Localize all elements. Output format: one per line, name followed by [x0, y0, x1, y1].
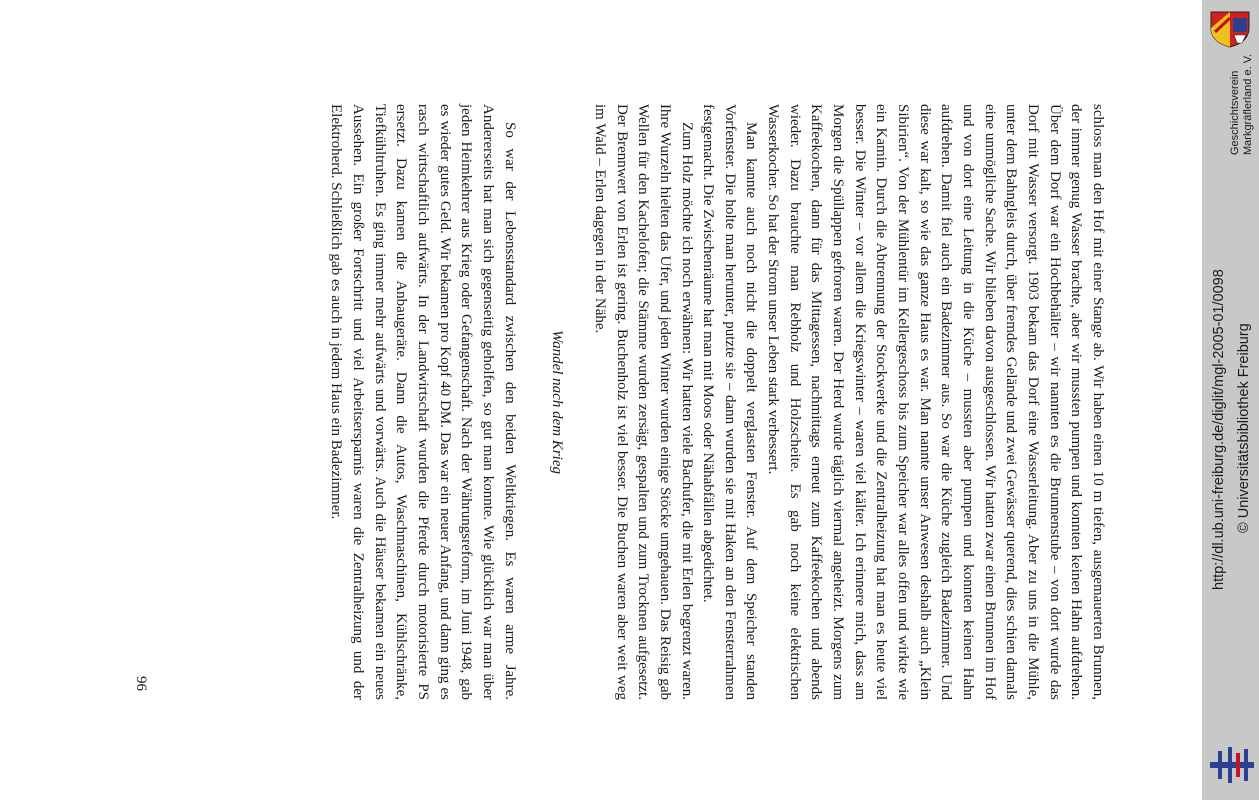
- page-number: 96: [133, 676, 149, 691]
- society-name-line2: Markgräflerland e. V.: [1242, 53, 1254, 155]
- paragraph-windows: Man kannte auch noch nicht die doppelt verglasten Fenster. Auf dem Speicher standen Vorfenster. Die holte man herunter, putzte sie – dann wurden sie mit Haken an den Fensterrahmen festgemacht. Die Zwischenräume hat man mit Moos oder Nähabfällen abgedichtet.: [700, 104, 760, 700]
- ub-freiburg-logo-icon: [1210, 745, 1254, 785]
- society-name-line1: Geschichtsverein: [1229, 70, 1241, 155]
- text-block: [325, 104, 1108, 700]
- section-heading: Wandel nach dem Krieg: [549, 329, 566, 474]
- markgraeflerland-crest-icon: [1207, 8, 1253, 48]
- paragraph-water: schloss man den Hof mit einer Stange ab. Wir haben einen 10 m tiefen, ausgemauerten Brunnen, der immer genug Wasser brachte, aber wir mussten pumpen und konnten keinen Hahn aufdrehen. Über dem Dorf war ein Hochbehälter – wir nannten es die Brunnenstube – von dort wurde das Dorf mit Wasser versorgt. 1903 bekam das Dorf eine Wasserleitung. Aber zu uns in die Mühle, unter dem Bahngleis durch, über fremdes Gelände und zwei Gewässer querend, dies schien damals eine unmögliche Sache. Wir blieben davon ausgeschlossen. Wir hatten zwar einen Brunnen im Hof und von dort eine Leitung in die Küche – mussten aber pumpen und konnten keinen Hahn aufdrehen. Damit fiel auch ein Badezimmer aus. So war die Küche zugleich Badezimmer. Und diese war kalt, so wie das ganze Haus es war. Man nannte unser Anwesen deshalb auch „Klein Sibirien“. Von der Mühlentür im Kellergeschoss bis zum Speicher war alles offen und wirkte wie ein Kamin. Durch die Abtrennung der Stockwerke und die Zentralheizung hat man es heute viel besser. Die Winter – vor allem die Kriegswinter – waren viel kälter. Ich erinnere mich, dass am Morgen die Spüllappen gefroren waren. Der Herd wurde täglich viermal angeheizt. Morgens zum Kaffeekochen, dann für das Mittagessen, nachmittags erneut zum Kaffeekochen und abends wieder. Dazu brauchte man Rebholz und Holzscheite. Es gab noch keine elektrischen Wasserkocher. So hat der Strom unser Leben stark verbessert.: [765, 104, 1106, 700]
- copyright-notice: © Universitätsbibliothek Freiburg: [1236, 323, 1252, 533]
- paragraph-postwar: So war der Lebensstandard zwischen den beiden Weltkriegen. Es waren arme Jahre. Andererseits hat man sich gegenseitig geholfen, so gut man konnte. Wie glücklich war man über jeden Heimkehrer aus Krieg oder Gefangenschaft. Nach der Währungsreform, im Juni 1948, gab es wieder gutes Geld. Wir bekamen pro Kopf 40 DM. Das war ein neuer Anfang, und dann ging es rasch wirtschaftlich aufwärts. In der Landwirtschaft wurden die Pferde durch motorisierte PS ersetzt. Dazu kamen die Anbaugeräte. Dann die Autos, Waschmaschinen, Kühlschränke, Tiefkühltruhen. Es ging immer mehr aufwärts und vorwärts. Auch die Häuser bekamen ein neues Aussehen. Ein großer Fortschritt und viel Arbeitsersparnis waren die Zentralheizung und der Elektroherd. Schließlich gab es auch in jedem Haus ein Badezimmer.: [328, 104, 518, 700]
- permalink-url[interactable]: http://dl.ub.uni-freiburg.de/diglit/mgl-2005-01/0098: [1211, 269, 1227, 590]
- paragraph-wood: Zum Holz möchte ich noch erwähnen: Wir hatten viele Bachufer, die mit Erlen begrenzt waren. Ihre Wurzeln hielten das Ufer, und jeden Winter wurden einige Stöcke umgehauen. Das Reisig gab Wellen für den Kachelofen; die Stämme wurden zersägt, gespalten und zum Trocknen aufgesetzt. Der Brennwert von Erlen ist gering. Buchenholz ist viel besser. Die Buchen waren aber weit weg im Wald – Erlen dagegen in der Nähe.: [591, 104, 695, 700]
